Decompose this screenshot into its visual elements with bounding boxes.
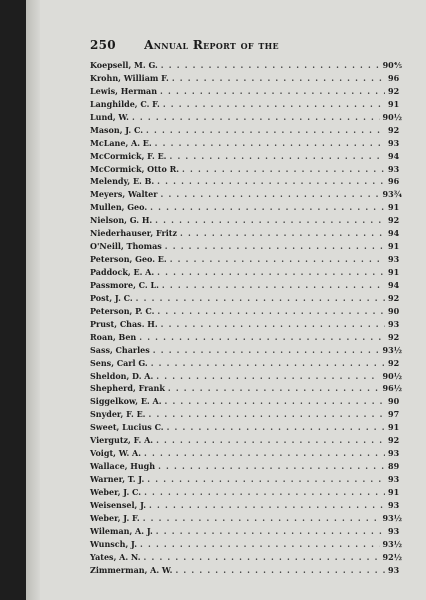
dot-leader [170,253,385,266]
entry-score: 93½ [382,538,402,549]
book-page [26,0,426,600]
list-item [90,564,402,577]
entry-score: 97 [388,409,400,420]
entry-name: Snyder, F. E. [90,409,146,420]
list-item [90,538,402,551]
entry-name: Koepsell, M. G. [90,60,158,70]
list-item [90,460,402,473]
list-item [90,227,402,240]
dot-leader [156,434,385,447]
list-item [90,175,402,188]
dot-leader [172,72,385,85]
entry-score: 91 [388,486,400,497]
dot-leader [157,305,385,318]
entry-score: 93½ [382,344,402,355]
dot-leader [140,538,380,551]
list-item [90,473,402,486]
entry-name: Peterson, P. C. [90,305,155,316]
dot-leader [163,98,385,111]
entry-score: 92 [388,124,400,135]
entry-score: 93 [388,499,400,510]
list-item [90,499,402,512]
entry-name: Nielson, G. H. [90,215,153,226]
entry-name: Sass, Charles [90,344,150,355]
list-item [90,318,402,331]
dot-leader [155,137,385,150]
dot-leader [168,382,380,395]
list-item [90,434,402,447]
entry-name: Warner, T. J. [90,474,145,484]
entry-score: 93 [388,318,400,329]
dot-leader [148,408,385,421]
dot-leader [156,525,385,538]
entry-name: Mason, J. C. [90,124,144,135]
entry-name: McCormick, Otto R. [90,163,180,174]
list-item [90,370,402,383]
entry-name: Post, J. C. [90,292,133,303]
entry-score: 92 [388,85,400,96]
entry-name: O'Neill, Thomas [90,241,162,252]
list-item [90,395,402,408]
entry-score: 96 [388,176,400,187]
entry-score: 96 [388,72,400,83]
entry-name: Lewis, Herman [90,85,158,96]
entry-name: Wunsch, J. [90,538,138,549]
dot-leader [180,227,385,240]
list-item [90,137,402,150]
entry-score: 91 [388,422,400,433]
entry-name: Meyers, Walter [90,189,158,200]
list-item [90,344,402,357]
dot-leader [136,292,385,305]
dot-leader [153,344,380,357]
dot-leader [156,370,379,383]
entry-score: 93 [388,525,400,536]
entry-score: 93 [388,564,400,575]
entry-name: McLane, A. E. [90,137,152,148]
list-item [90,253,402,266]
entry-name: Sens, Carl G. [90,357,148,368]
running-title: Annual Report of the [144,38,279,52]
list-item [90,214,402,227]
dot-leader [165,240,385,253]
entry-name: Yates, A. N. [90,551,141,562]
entry-score: 91 [388,98,400,109]
entry-score: 93 [388,254,400,265]
list-item [90,85,402,98]
entry-name: Siggelkow, E. A. [90,396,162,407]
entry-name: Mullen, Geo. [90,202,148,213]
list-item [90,525,402,538]
dot-leader [164,395,385,408]
list-item [90,163,402,176]
entry-score: 93 [388,163,400,174]
entry-name: Shepherd, Frank [90,383,165,394]
entry-name: Voigt, W. A. [90,448,142,459]
page-header [90,38,279,52]
entry-score: 89 [388,461,400,472]
page-number: 250 [90,38,116,52]
dot-leader [182,163,385,176]
entry-score: 90½ [382,111,402,122]
entry-name: Paddock, E. A. [90,267,155,277]
entry-score: 91 [388,267,400,277]
list-item [90,150,402,163]
entry-name: Passmore, C. L. [90,279,159,290]
dot-leader [150,201,385,214]
entry-score: 92 [388,331,400,342]
entry-name: McCormick, F. E. [90,150,167,161]
entry-score: 90 [388,396,400,407]
list-item [90,357,402,370]
list-item [90,408,402,421]
list-item [90,551,402,564]
entry-name: Sheldon, D. A. [90,370,154,381]
entry-name: Melendy, E. B. [90,176,155,187]
dot-leader [146,124,385,137]
dot-leader [144,447,385,460]
dot-leader [132,111,380,124]
dot-leader [139,331,385,344]
entry-score: 93 [388,137,400,148]
entry-score: 92 [388,435,400,446]
dot-leader [157,175,385,188]
entry-name: Wallace, Hugh [90,461,156,472]
list-item [90,421,402,434]
entry-score: 94 [388,279,400,290]
list-item [90,111,402,124]
dot-leader [147,473,385,486]
entry-score: 92½ [382,551,402,562]
score-list [90,59,402,577]
dot-leader [161,59,380,72]
entry-name: Peterson, Geo. E. [90,254,167,265]
entry-score: 93 [388,448,400,459]
dot-leader [149,499,385,512]
dot-leader [157,266,385,279]
list-item [90,124,402,137]
dot-leader [144,486,385,499]
entry-name: Zimmerman, A. W. [90,564,173,575]
entry-name: Wileman, A. J. [90,525,153,536]
entry-score: 94 [388,228,400,239]
entry-score: 93 [388,474,400,484]
list-item [90,512,402,525]
dot-leader [144,551,380,564]
entry-name: Weber, J. F. [90,512,140,523]
dot-leader [169,150,385,163]
list-item [90,59,402,72]
entry-score: 90½ [382,370,402,381]
list-item [90,98,402,111]
entry-name: Krohn, William F. [90,72,169,83]
dot-leader [162,279,385,292]
dot-leader [175,564,385,577]
entry-score: 91 [388,241,400,252]
dot-leader [155,214,385,227]
list-item [90,240,402,253]
dot-leader [158,460,385,473]
list-item [90,72,402,85]
entry-score: 92 [388,292,400,303]
list-item [90,279,402,292]
list-item [90,447,402,460]
entry-score: 96½ [382,383,402,394]
list-item [90,382,402,395]
list-item [90,188,402,201]
list-item [90,266,402,279]
dot-leader [161,318,385,331]
entry-score: 90⅘ [382,60,402,70]
entry-name: Langhilde, C. F. [90,98,160,109]
list-item [90,331,402,344]
entry-score: 93¾ [382,189,402,200]
dot-leader [143,512,380,525]
entry-score: 91 [388,202,400,213]
list-item [90,201,402,214]
dot-leader [167,421,385,434]
entry-name: Weisensel, J. [90,499,147,510]
entry-score: 92 [388,215,400,226]
dot-leader [151,357,385,370]
entry-name: Viergutz, F. A. [90,435,154,446]
entry-name: Lund, W. [90,111,129,122]
dot-leader [160,85,385,98]
entry-score: 93½ [382,512,402,523]
page-binding-edge [26,0,40,600]
entry-score: 94 [388,150,400,161]
dot-leader [160,188,379,201]
entry-score: 90 [388,305,400,316]
entry-name: Roan, Ben [90,331,137,342]
entry-score: 92 [388,357,400,368]
entry-name: Niederhauser, Fritz [90,228,177,239]
entry-name: Prust, Chas. H. [90,318,158,329]
list-item [90,305,402,318]
list-item [90,486,402,499]
entry-name: Weber, J. C. [90,486,142,497]
entry-name: Sweet, Lucius C. [90,422,164,433]
list-item [90,292,402,305]
